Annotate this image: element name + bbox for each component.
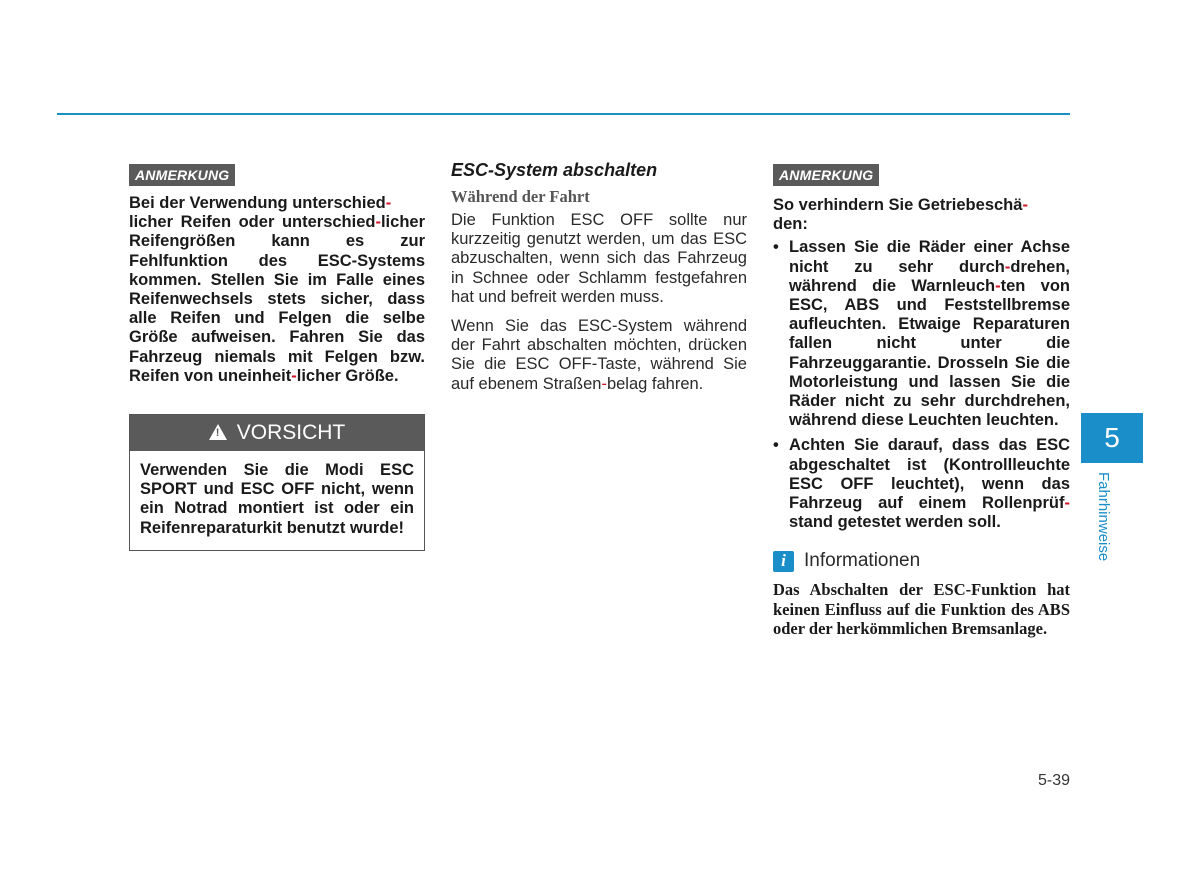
info-header bbox=[773, 550, 1070, 572]
caution-box bbox=[129, 414, 425, 551]
section-title: ESC-System abschalten bbox=[451, 160, 658, 180]
section-subtitle: Während der Fahrt bbox=[451, 187, 590, 206]
column-middle bbox=[451, 160, 747, 394]
note-list bbox=[773, 238, 1070, 532]
chapter-label: Fahrhinweise bbox=[1095, 472, 1112, 562]
paragraph-1: Die Funktion ESC OFF sollte nur kurzzeitig genutzt werden, um das ESC abzuschalten, wenn sich das Fahrzeug in Schnee oder Schlamm festgefahren hat und befreit werden muss. bbox=[451, 211, 747, 306]
header-rule bbox=[57, 113, 1070, 115]
note-tag: ANMERKUNG bbox=[773, 164, 879, 186]
note-text: Bei der Verwendung unterschied- licher Reifen oder unterschied-licher Reifengrößen kann es zur Fehlfunktion des ESC-Systems kommen. Stellen Sie im Falle eines Reifenwechsels stets sicher, dass alle Reifen und Felgen die selbe Größe aufweisen. Fahren Sie das Fahrzeug niemals mit Felgen bzw. Reifen von uneinheit-licher Größe. bbox=[129, 194, 425, 385]
list-item: • Achten Sie darauf, dass das ESC abgeschaltet ist (Kontrollleuchte ESC OFF leuchtet), wenn das Fahrzeug auf einem Rollenprüf-stand getestet werden soll. bbox=[773, 436, 1070, 532]
caution-title: VORSICHT bbox=[236, 421, 346, 445]
caution-header bbox=[130, 415, 424, 451]
column-left bbox=[129, 160, 425, 551]
info-text: Das Abschalten der ESC-Funktion hat keinen Einfluss auf die Funktion des ABS oder der herkömmlichen Bremsanlage. bbox=[773, 580, 1070, 638]
paragraph-2: Wenn Sie das ESC-System während der Fahrt abschalten möchten, drücken Sie die ESC OFF-Taste, während Sie auf ebenem Straßen-belag fahren. bbox=[451, 317, 747, 393]
info-title: Informationen bbox=[804, 550, 921, 572]
page-number: 5-39 bbox=[1037, 772, 1070, 789]
warning-triangle-icon: ! bbox=[209, 424, 227, 440]
column-right bbox=[773, 160, 1070, 638]
list-item: • Lassen Sie die Räder einer Achse nicht zu sehr durch-drehen, während die Warnleuch-ten von ESC, ABS und Feststellbremse aufleuchten. Etwaige Reparaturen fallen nicht unter die Fahrzeuggarantie. Drosseln Sie die Motorleistung und lassen Sie die Räder nicht zu sehr durchdrehen, während diese Leuchten leuchten. bbox=[773, 238, 1070, 430]
caution-text: Verwenden Sie die Modi ESC SPORT und ESC OFF nicht, wenn ein Notrad montiert ist oder ein Reifenreparaturkit benutzt wurde! bbox=[140, 461, 414, 537]
note-tag: ANMERKUNG bbox=[129, 164, 235, 186]
chapter-tab: 5 bbox=[1081, 413, 1143, 463]
info-icon: i bbox=[773, 551, 794, 572]
note-intro: So verhindern Sie Getriebeschä- den: bbox=[773, 196, 1028, 234]
